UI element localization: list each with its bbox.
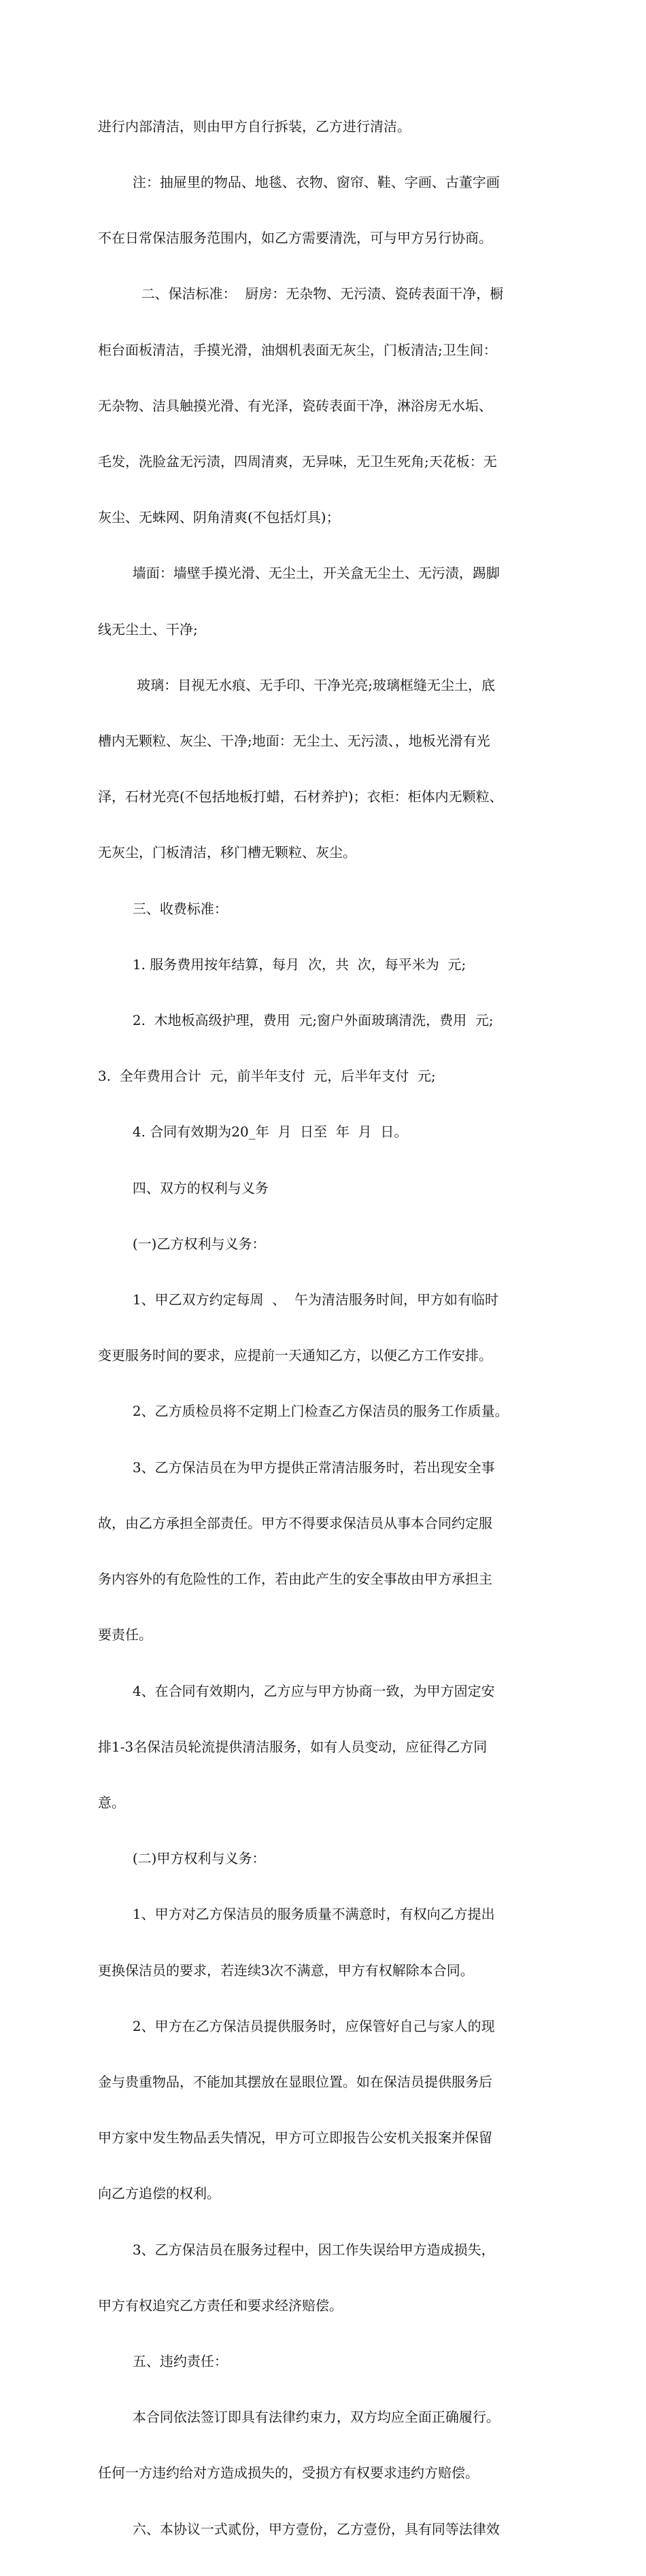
text-line: 线无尘土、干净; — [98, 621, 198, 638]
text-line: 玻璃：目视无水痕、无手印、干净光亮;玻璃框缝无尘土，底 — [98, 676, 495, 693]
text-line: 甲方家中发生物品丢失情况，甲方可立即报告公安机关报案并保留 — [98, 2129, 492, 2146]
text-line: 五、违约责任： — [98, 2352, 228, 2369]
text-line: 毛发，洗脸盆无污渍，四周清爽，无异味，无卫生死角;天花板：无 — [98, 453, 497, 470]
text-line: 意。 — [98, 1794, 125, 1811]
text-line: 3、乙方保洁员在为甲方提供正常清洁服务时，若出现安全事 — [98, 1459, 495, 1476]
text-line: (二)甲方权利与义务： — [98, 1850, 266, 1867]
text-line: 3、乙方保洁员在服务过程中，因工作失误给甲方造成损失， — [98, 2241, 495, 2258]
text-line: 本合同依法签订即具有法律约束力，双方均应全面正确履行。 — [98, 2409, 500, 2426]
text-line: 2、乙方质检员将不定期上门检查乙方保洁员的服务工作质量。 — [98, 1403, 509, 1420]
text-line: 不在日常保洁服务范围内，如乙方需要清洗，可与甲方另行协商。 — [98, 230, 492, 247]
text-line: 1. 服务费用按年结算，每月 次，共 次，每平米为 元; — [98, 956, 466, 973]
text-line: 变更服务时间的要求，应提前一天通知乙方，以便乙方工作安排。 — [98, 1347, 492, 1364]
text-line: 四、双方的权利与义务 — [98, 1179, 269, 1196]
text-line: 向乙方追偿的权利。 — [98, 2185, 220, 2202]
text-line: 六、本协议一式贰份，甲方壹份，乙方壹份，具有同等法律效 — [98, 2520, 500, 2537]
text-line: 灰尘、无蛛网、阴角清爽(不包括灯具)； — [98, 509, 340, 526]
document-body — [98, 80, 551, 2576]
text-line: 槽内无颗粒、灰尘、干净;地面：无尘土、无污渍、，地板光滑有光 — [98, 733, 490, 750]
text-line: 故，由乙方承担全部责任。甲方不得要求保洁员从事本合同约定服 — [98, 1514, 492, 1531]
document-page — [98, 80, 551, 2576]
text-line: 墙面：墙壁手摸光滑、无尘土，开关盒无尘土、无污渍，踢脚 — [98, 565, 500, 582]
text-line: 三、收费标准： — [98, 900, 228, 917]
text-line: 注：抽屉里的物品、地毯、衣物、窗帘、鞋、字画、古董字画 — [98, 174, 500, 191]
text-line: 务内容外的有危险性的工作，若由此产生的安全事故由甲方承担主 — [98, 1571, 492, 1588]
text-line: 2. 木地板高级护理，费用 元;窗户外面玻璃清洗，费用 元; — [98, 1012, 494, 1029]
text-line: 二、保洁标准： 厨房：无杂物、无污渍、瓷砖表面干净，橱 — [98, 285, 504, 302]
text-line: 要责任。 — [98, 1626, 152, 1643]
text-line: (一)乙方权利与义务： — [98, 1235, 266, 1252]
text-line: 泽，石材光亮(不包括地板打蜡，石材养护)；衣柜：柜体内无颗粒、 — [98, 788, 503, 805]
text-line: 4. 合同有效期为20_年 月 日至 年 月 日。 — [98, 1124, 408, 1141]
text-line: 甲方有权追究乙方责任和要求经济赔偿。 — [98, 2297, 343, 2314]
text-line: 更换保洁员的要求，若连续3次不满意，甲方有权解除本合同。 — [98, 1962, 474, 1979]
text-line: 3. 全年费用合计 元，前半年支付 元，后半年支付 元; — [98, 1068, 436, 1085]
text-line: 无灰尘，门板清洁，移门槽无颗粒、灰尘。 — [98, 844, 356, 861]
text-line: 柜台面板清洁，手摸光滑，油烟机表面无灰尘，门板清洁;卫生间： — [98, 341, 497, 358]
text-line: 4、在合同有效期内，乙方应与甲方协商一致，为甲方固定安 — [98, 1682, 495, 1699]
text-line: 进行内部清洁，则由甲方自行拆装，乙方进行清洁。 — [98, 118, 411, 135]
text-line: 金与贵重物品，不能加其摆放在显眼位置。如在保洁员提供服务后 — [98, 2073, 492, 2090]
text-line: 1、甲方对乙方保洁员的服务质量不满意时，有权向乙方提出 — [98, 1906, 495, 1923]
text-line: 无杂物、洁具触摸光滑、有光泽，瓷砖表面干净，淋浴房无水垢、 — [98, 397, 492, 414]
text-line: 2、甲方在乙方保洁员提供服务时，应保管好自己与家人的现 — [98, 2017, 495, 2034]
text-line: 1、甲乙双方约定每周 、 午为清洁服务时间，甲方如有临时 — [98, 1291, 499, 1308]
text-line: 任何一方违约给对方造成损失的，受损方有权要求违约方赔偿。 — [98, 2465, 479, 2482]
text-line: 排1-3名保洁员轮流提供清洁服务，如有人员变动，应征得乙方同 — [98, 1738, 488, 1755]
